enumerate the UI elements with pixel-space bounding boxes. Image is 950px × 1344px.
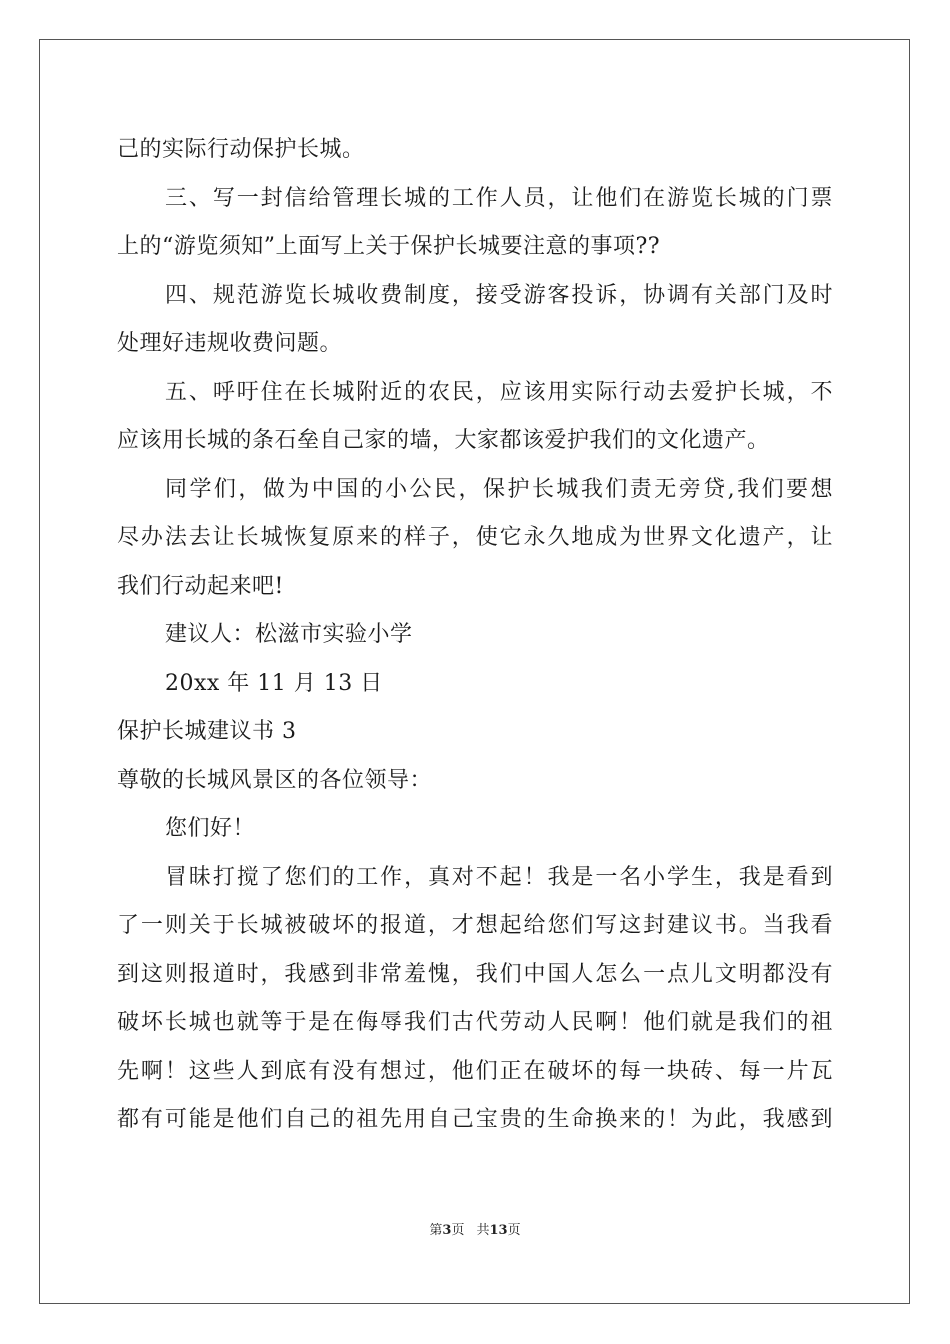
footer-prefix: 第 [429,1223,443,1238]
footer-total-prefix: 共 [476,1223,490,1238]
footer-total-pages: 13 [489,1223,508,1238]
text-line-19: 破坏长城也就等于是在侮辱我们古代劳动人民啊！他们就是我们的祖 [117,1010,833,1035]
text-line-3: 上的“游览须知”上面写上关于保护长城要注意的事项?? [117,234,661,259]
footer-total-suffix: 页 [507,1223,521,1238]
text-line-21: 都有可能是他们自己的祖先用自己宝贵的生命换来的！为此，我感到 [117,1107,833,1132]
footer-page-number: 3 [442,1223,452,1238]
salutation: 尊敬的长城风景区的各位领导： [117,767,433,793]
document-body [117,126,833,1145]
text-line-4: 四、规范游览长城收费制度，接受游客投诉，协调有关部门及时 [165,282,833,308]
date-line: 20xx 年 11 月 13 日 [165,670,383,696]
text-line-9: 尽办法去让长城恢复原来的样子，使它永久地成为世界文化遗产，让 [117,525,833,550]
text-line-8: 同学们，做为中国的小公民，保护长城我们责无旁贷,我们要想 [165,476,833,502]
text-line-20: 先啊！这些人到底有没有想过，他们正在破坏的每一块砖、每一片瓦 [117,1058,833,1084]
signature-line: 建议人：松滋市实验小学 [165,622,413,647]
text-line-16: 冒昧打搅了您们的工作，真对不起！我是一名小学生，我是看到 [165,864,833,890]
text-line-1: 己的实际行动保护长城。 [117,137,365,162]
text-line-6: 五、呼吁住在长城附近的农民，应该用实际行动去爱护长城，不 [165,379,833,405]
section-title: 保护长城建议书 3 [117,719,297,744]
text-line-10: 我们行动起来吧! [117,573,284,599]
text-line-2: 三、写一封信给管理长城的工作人员，让他们在游览长城的门票 [165,185,833,211]
text-line-7: 应该用长城的条石垒自己家的墙，大家都该爱护我们的文化遗产。 [117,428,770,453]
text-line-5: 处理好违规收费问题。 [117,331,343,356]
text-line-17: 了一则关于长城被破坏的报道，才想起给您们写这封建议书。当我看 [117,913,833,938]
page-footer [0,1219,950,1238]
footer-page-suffix: 页 [451,1223,465,1238]
text-line-18: 到这则报道时，我感到非常羞愧，我们中国人怎么一点儿文明都没有 [117,961,833,987]
greeting: 您们好！ [165,816,256,841]
